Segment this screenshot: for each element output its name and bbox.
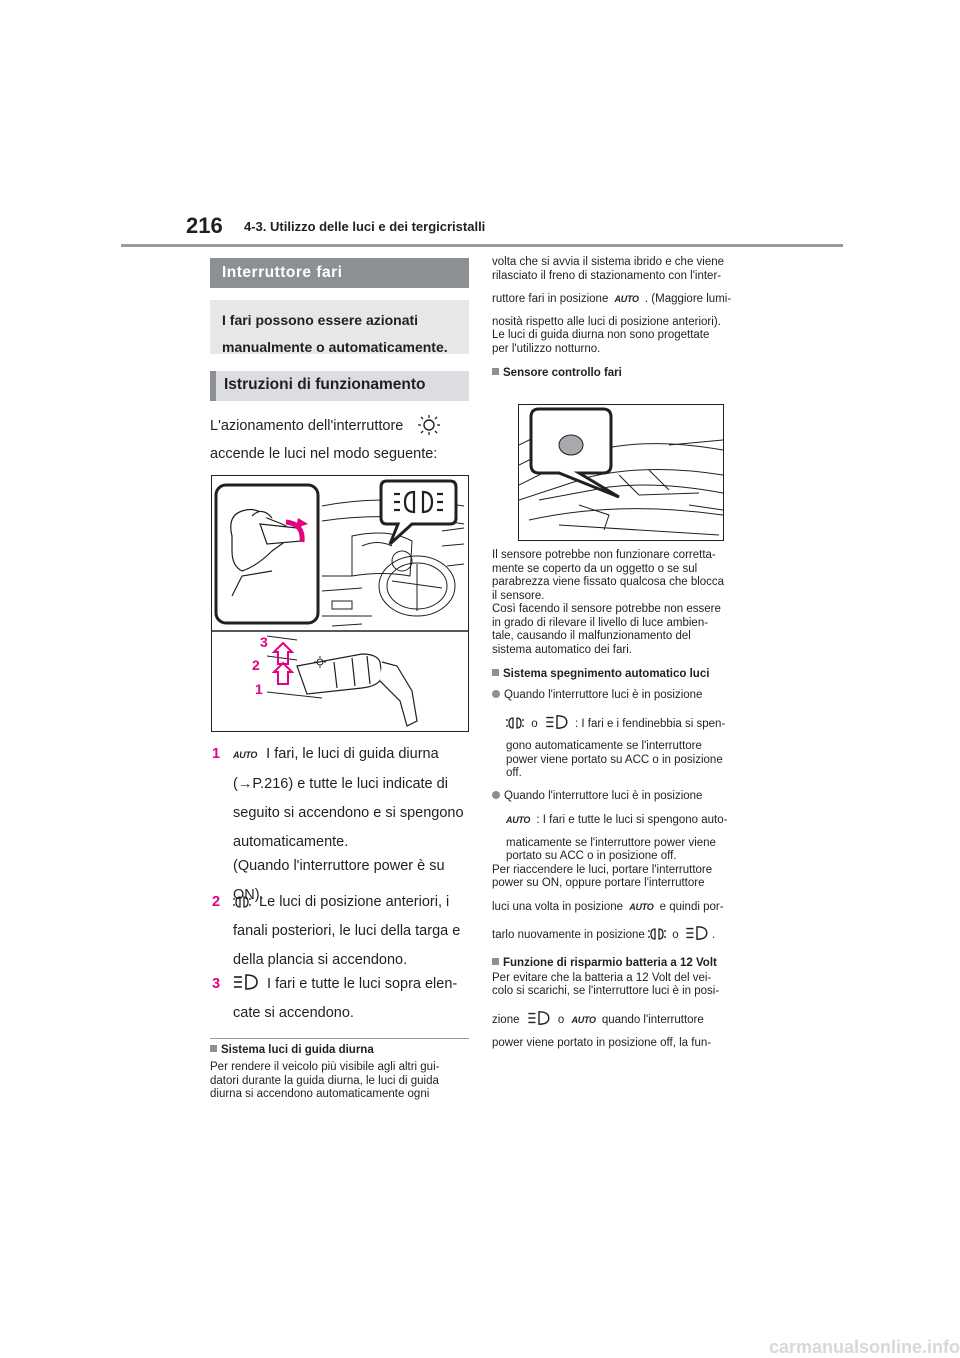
text-line [492, 901, 754, 915]
text-line: power viene portato in posizione off, la fun- [492, 1037, 712, 1049]
text-line [492, 1010, 754, 1028]
bullet-text: Quando l'interruttore luci è in posizione [504, 789, 703, 802]
sensor-text: parabrezza viene fissato qualcosa che blocca [492, 576, 725, 588]
text-span: o [672, 929, 679, 941]
bullet-line: off. [506, 767, 522, 779]
right-column [492, 256, 754, 379]
auto-icon: AUTO [233, 750, 258, 760]
text-span: . (Maggiore lumi- [644, 293, 732, 305]
summary-line: I fari possono essere azionati [222, 312, 419, 328]
sensor-text: sistema automatico dei fari. [492, 643, 632, 656]
battery-heading [492, 957, 754, 969]
bullet-line: portato su ACC o in posizione off. [506, 850, 677, 862]
bullet-line [492, 689, 754, 703]
round-bullet-icon [492, 690, 500, 698]
drl-line: datori durante la guida diurna, le luci di guida [210, 1074, 439, 1087]
section-heading: Interruttore fari [210, 258, 469, 288]
drl-line: diurna si accendono automaticamente ogni [210, 1088, 430, 1100]
item-text: seguito si accendono e si spengono [233, 805, 464, 821]
item-text: fanali posteriori, le luci della targa e [233, 923, 461, 939]
text-span: tarlo nuovamente in posizione [492, 929, 645, 941]
text-line: Per riaccendere le luci, portare l'interruttore [492, 863, 713, 876]
sensor-heading [492, 367, 754, 379]
windshield-illustration [519, 405, 723, 540]
watermark: carmanualsonline.info [768, 1337, 960, 1357]
figure-label: 2 [252, 657, 260, 673]
drl-note [210, 1044, 472, 1102]
text-span: e quindi por- [659, 900, 724, 913]
text-line: Le luci di guida diurna non sono progettate [492, 329, 710, 341]
text-line: power su ON, oppure portare l'interruttore [492, 877, 705, 889]
text-span: ruttore fari in posizione [492, 293, 609, 305]
square-bullet-icon [492, 958, 499, 965]
text-span: luci una volta in posizione [492, 900, 624, 913]
sensor-text: tale, causando il malfunzionamento del [492, 630, 691, 642]
switch-illustration [211, 475, 469, 732]
position-light-icon [506, 716, 524, 730]
text-span: o [557, 1013, 565, 1026]
bullet-line: maticamente se l'interruttore power viene [506, 836, 716, 849]
bullet-text: o [531, 717, 538, 730]
item-3 [210, 972, 470, 1025]
drl-heading-text: Sistema luci di guida diurna [221, 1044, 374, 1056]
item-text: della plancia si accendono. [233, 952, 408, 968]
sensor-text: in grado di rilevare il livello di luce ambien- [492, 616, 709, 629]
section-title: 4-3. Utilizzo delle luci e dei tergicristalli [244, 219, 486, 234]
sensor-illustration [518, 404, 724, 541]
square-bullet-icon [210, 1045, 217, 1052]
item-number: 2 [212, 894, 221, 910]
bullet-line: gono automaticamente se l'interruttore [506, 740, 702, 752]
auto-icon: AUTO [629, 901, 654, 912]
item-number: 3 [212, 976, 221, 992]
summary-line: manualmente o automaticamente. [222, 339, 448, 355]
headlight-icon [545, 714, 569, 730]
battery-heading-text: Funzione di risparmio batteria a 12 Volt [503, 956, 717, 969]
item-number: 1 [212, 746, 221, 762]
item-text: (→P.216) e tutte le luci indicate di [233, 776, 448, 792]
item-text: cate si accendono. [233, 1005, 354, 1021]
dashboard-illustration [212, 476, 468, 731]
auto-icon: AUTO [614, 294, 639, 304]
position-light-icon [648, 927, 666, 941]
sensor-text: Il sensore potrebbe non funzionare corretta- [492, 549, 716, 561]
intro-line: L'azionamento dell'interruttore [210, 418, 404, 434]
autooff-heading-text: Sistema spegnimento automatico luci [503, 668, 710, 680]
sensor-text: mente se coperto da un oggetto o se sul [492, 562, 698, 575]
bullet-line [492, 790, 754, 804]
text-line: volta che si avvia il sistema ibrido e che viene [492, 256, 725, 268]
auto-icon: AUTO [571, 1014, 596, 1025]
header-rule [121, 244, 843, 247]
light-switch-icon [416, 414, 442, 436]
intro-text [210, 414, 470, 466]
position-light-icon [233, 895, 251, 909]
bullet-text: Quando l'interruttore luci è in posizione [504, 689, 703, 701]
text-span: . [712, 929, 716, 941]
item-text: I fari e tutte le luci sopra elen- [267, 976, 458, 992]
bullet-line [492, 814, 754, 828]
round-bullet-icon [492, 791, 500, 799]
intro-line: accende le luci nel modo seguente: [210, 446, 438, 462]
text-line [492, 293, 754, 307]
item-text: I fari, le luci di guida diurna [266, 746, 439, 762]
divider [210, 1038, 469, 1039]
figure-label: 1 [255, 681, 263, 697]
item-text: Le luci di posizione anteriori, i [259, 894, 450, 910]
bullet-text: : I fari e tutte le luci si spengono auto- [536, 814, 728, 826]
sensor-text: Così facendo il sensore potrebbe non essere [492, 603, 721, 615]
item-text: automaticamente. [233, 834, 349, 850]
bullet-line [492, 714, 754, 732]
text-line: per l'utilizzo notturno. [492, 342, 601, 355]
page-number: 216 [186, 213, 223, 238]
item-text: (Quando l'interruttore power è su [233, 858, 445, 874]
headlight-icon [233, 973, 259, 991]
item-2 [210, 890, 470, 972]
text-line: rilasciato il freno di stazionamento con l'inter- [492, 269, 722, 282]
figure-label: 3 [260, 634, 268, 650]
text-line: Per evitare che la batteria a 12 Volt del vei- [492, 971, 712, 984]
auto-icon: AUTO [506, 815, 531, 825]
bullet-line: power viene portato su ACC o in posizione [506, 753, 723, 766]
text-line [492, 925, 754, 943]
right-column-lower [492, 549, 754, 1051]
headlight-icon [685, 925, 709, 941]
headlight-icon [527, 1010, 551, 1026]
summary-box [210, 300, 469, 354]
text-span: zione [492, 1013, 520, 1026]
square-bullet-icon [492, 669, 499, 676]
autooff-heading [492, 668, 754, 680]
bullet-text: : I fari e i fendinebbia si spen- [575, 717, 726, 730]
drl-heading [210, 1044, 472, 1056]
text-span: quando l'interruttore [601, 1013, 704, 1026]
instructions-heading: Istruzioni di funzionamento [210, 371, 469, 401]
sensor-text: il sensore. [492, 589, 545, 602]
item-text: ON). [233, 887, 264, 903]
text-line: colo si scarichi, se l'interruttore luci è in posi- [492, 985, 720, 997]
text-line: nosità rispetto alle luci di posizione anteriori). [492, 315, 721, 328]
square-bullet-icon [492, 368, 499, 375]
drl-line: Per rendere il veicolo più visibile agli altri gui- [210, 1061, 440, 1073]
sensor-heading-text: Sensore controllo fari [503, 367, 622, 379]
item-1 [210, 742, 470, 907]
